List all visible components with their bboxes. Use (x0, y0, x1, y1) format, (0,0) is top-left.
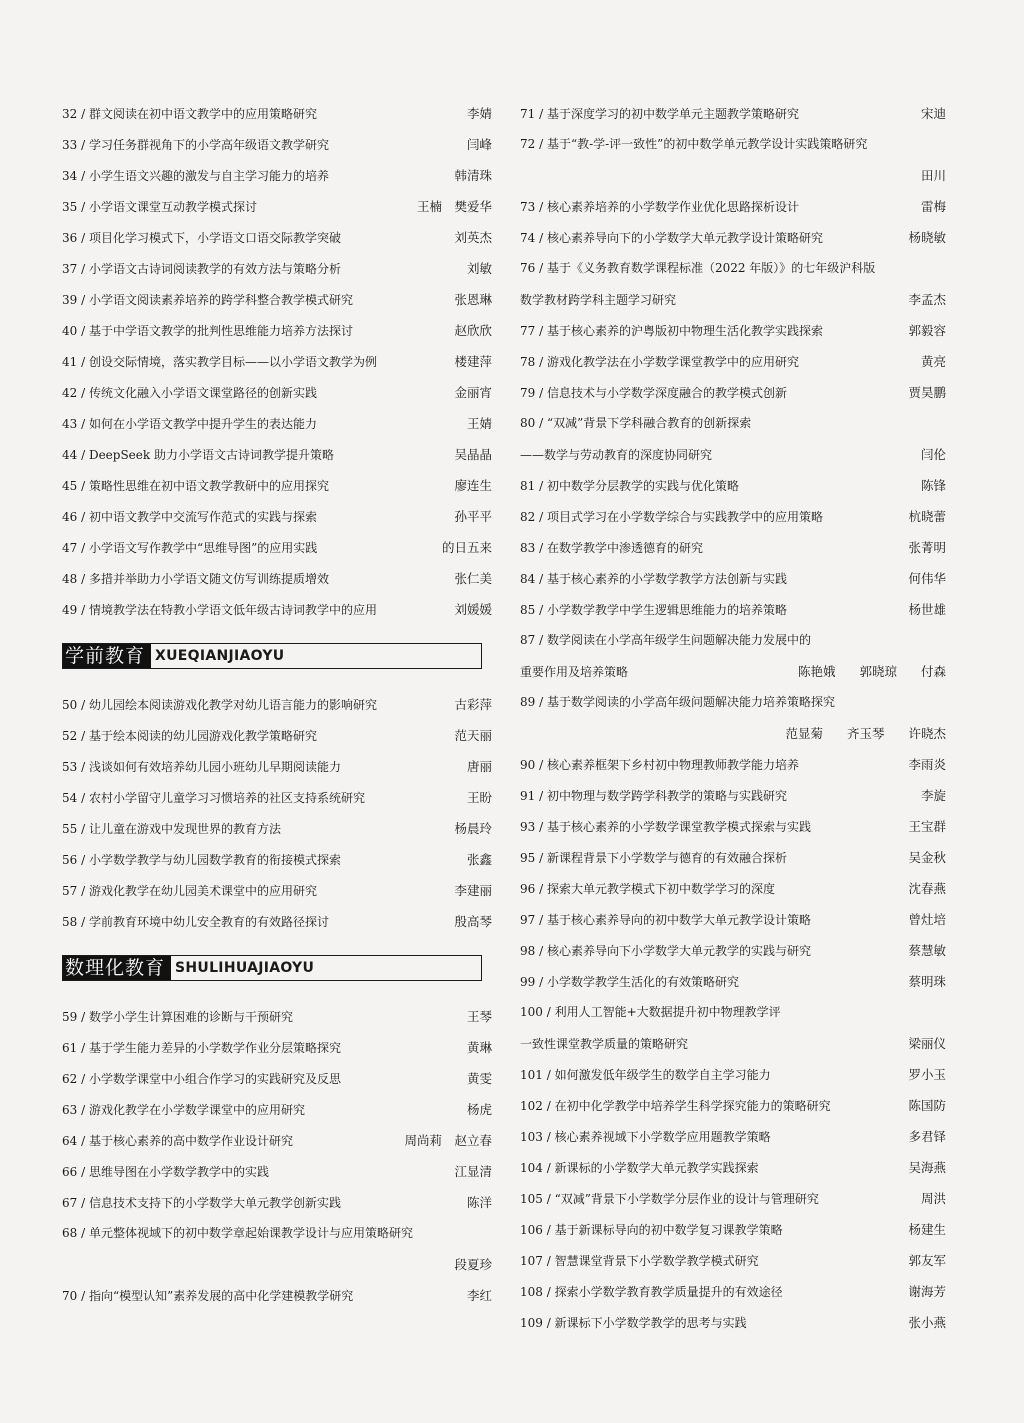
toc-entry-title: 58 / 学前教育环境中幼儿安全教育的有效路径探讨 (62, 914, 329, 929)
toc-entry-title: 93 / 基于核心素养的小学数学课堂教学模式探索与实践 (520, 819, 811, 834)
toc-entry-author: 杨世雄 (908, 601, 946, 617)
toc-entry-author: 吴金秋 (908, 849, 946, 865)
toc-entry[interactable] (520, 997, 946, 1059)
toc-entry-title: 32 / 群文阅读在初中语文教学中的应用策略研究 (62, 106, 317, 121)
toc-entry-author: 李建丽 (454, 882, 492, 898)
toc-entry-title: 48 / 多措并举助力小学语文随文仿写训练提质增效 (62, 571, 329, 586)
toc-entry[interactable] (62, 1094, 492, 1125)
toc-entry-title: 106 / 基于新课标导向的初中数学复习课教学策略 (520, 1222, 783, 1237)
toc-entry[interactable] (520, 501, 946, 532)
toc-entry-author: 杭晓蕾 (908, 508, 946, 524)
toc-entry-author: 江显清 (454, 1163, 492, 1179)
toc-entry[interactable] (62, 751, 492, 782)
toc-entry-title: 100 / 利用人工智能+大数据提升初中物理教学评 (520, 1005, 781, 1019)
toc-group (520, 470, 946, 625)
toc-entry-author: 周尚莉 赵立春 (404, 1132, 492, 1148)
toc-entry[interactable] (62, 563, 492, 594)
toc-entry-title: 85 / 小学数学教学中学生逻辑思维能力的培养策略 (520, 602, 787, 617)
toc-entry-author: 孙平平 (454, 508, 492, 524)
toc-entry-author: 廖连生 (454, 477, 492, 493)
toc-entry-author: 王琴 (466, 1008, 492, 1024)
toc-entry[interactable] (520, 98, 946, 129)
toc-entry-author: 陈艳娥 (797, 663, 836, 679)
toc-entry-title: 89 / 基于数学阅读的小学高年级问题解决能力培养策略探究 (520, 695, 835, 709)
toc-entry-author: 赵欣欣 (454, 322, 492, 338)
toc-entry-title: 108 / 探索小学数学教育教学质量提升的有效途径 (520, 1284, 783, 1299)
toc-entry-author: 段夏珍 (454, 1256, 492, 1272)
section-header-science (62, 955, 482, 981)
toc-entry-author: 许晓杰 (908, 725, 946, 741)
toc-entry-title-cont: ——数学与劳动教育的深度协同研究 (520, 447, 713, 462)
toc-entry[interactable] (62, 439, 492, 470)
toc-entry-authors (798, 664, 946, 680)
toc-entry-author: 王楠 樊爱华 (416, 198, 492, 214)
toc-entry-author: 楼建萍 (454, 353, 492, 369)
toc-entry-author: 吴海燕 (908, 1159, 946, 1175)
toc-entry-title: 57 / 游戏化教学在幼儿园美术课堂中的应用研究 (62, 883, 317, 898)
toc-entry[interactable] (62, 160, 492, 191)
toc-entry-line2 (520, 1028, 946, 1059)
toc-entry[interactable] (62, 346, 492, 377)
toc-entry-title: 95 / 新课程背景下小学数学与德育的有效融合探析 (520, 850, 787, 865)
toc-entry-author: 贾昊鹏 (908, 384, 946, 400)
toc-entry[interactable] (62, 1280, 492, 1311)
toc-entry[interactable] (520, 594, 946, 625)
toc-entry-author: 杨虎 (466, 1101, 492, 1117)
toc-entry-author: 李孟杰 (908, 291, 946, 307)
toc-entry[interactable] (62, 470, 492, 501)
toc-entry-title: 66 / 思维导图在小学数学教学中的实践 (62, 1164, 269, 1179)
section-title-cn: 数理化教育 (63, 956, 171, 980)
toc-group (62, 689, 492, 937)
toc-entry[interactable] (62, 1063, 492, 1094)
toc-entry-author: 范显菊 (785, 725, 823, 741)
toc-entry-author: 黄亮 (920, 353, 946, 369)
toc-entry-author: 王婧 (466, 415, 492, 431)
toc-entry-title: 78 / 游戏化教学法在小学数学课堂教学中的应用研究 (520, 354, 799, 369)
toc-entry-author: 周洪 (920, 1190, 946, 1206)
toc-entry[interactable] (62, 813, 492, 844)
toc-entry-title: 87 / 数学阅读在小学高年级学生问题解决能力发展中的 (520, 633, 811, 647)
toc-group (520, 749, 946, 997)
toc-entry[interactable] (62, 1218, 492, 1280)
toc-entry-title: 59 / 数学小学生计算困难的诊断与干预研究 (62, 1009, 293, 1024)
toc-entry-author: 李旋 (920, 787, 946, 803)
toc-entry-title: 77 / 基于核心素养的沪粤版初中物理生活化教学实践探索 (520, 323, 823, 338)
toc-entry-author: 杨建生 (908, 1221, 946, 1237)
toc-entry-author: 杨晨玲 (454, 820, 492, 836)
toc-entry[interactable] (520, 1059, 946, 1090)
toc-entry[interactable] (62, 191, 492, 222)
toc-entry-author: 唐丽 (466, 758, 492, 774)
toc-entry-title: 43 / 如何在小学语文教学中提升学生的表达能力 (62, 416, 317, 431)
section-title-en: XUEQIANJIAOYU (155, 648, 285, 664)
toc-entry-author: 郭毅容 (908, 322, 946, 338)
toc-entry[interactable] (520, 222, 946, 253)
toc-entry-author: 张仁美 (454, 570, 492, 586)
toc-entry[interactable] (520, 377, 946, 408)
toc-entry-title: 102 / 在初中化学教学中培养学生科学探究能力的策略研究 (520, 1098, 831, 1113)
toc-entry[interactable] (62, 408, 492, 439)
toc-entry-title-cont: 数学教材跨学科主题学习研究 (520, 292, 677, 307)
toc-entry[interactable] (62, 1187, 492, 1218)
toc-entry[interactable] (520, 532, 946, 563)
toc-entry-author: 殷高琴 (454, 913, 492, 929)
toc-entry[interactable] (520, 687, 946, 749)
toc-entry[interactable] (520, 315, 946, 346)
toc-entry-title: 39 / 小学语文阅读素养培养的跨学科整合教学模式研究 (62, 292, 353, 307)
toc-entry-title: 50 / 幼儿园绘本阅读游戏化教学对幼儿语言能力的影响研究 (62, 697, 377, 712)
toc-entry-author: 陈锋 (920, 477, 946, 493)
toc-entry-author: 郭友军 (908, 1252, 946, 1268)
toc-entry-title: 70 / 指向“模型认知”素养发展的高中化学建模教学研究 (62, 1288, 354, 1303)
toc-entry-author: 沈春燕 (908, 880, 946, 896)
toc-entry-title: 101 / 如何激发低年级学生的数学自主学习能力 (520, 1067, 771, 1082)
toc-entry[interactable] (520, 780, 946, 811)
toc-entry-title: 68 / 单元整体视域下的初中数学章起始课教学设计与应用策略研究 (62, 1226, 413, 1240)
toc-entry-authors (785, 726, 946, 742)
toc-entry[interactable] (520, 1090, 946, 1121)
toc-entry-title: 61 / 基于学生能力差异的小学数学作业分层策略探究 (62, 1040, 341, 1055)
toc-entry[interactable] (62, 844, 492, 875)
toc-entry-title: 54 / 农村小学留守儿童学习习惯培养的社区支持系统研究 (62, 790, 365, 805)
toc-entry[interactable] (520, 625, 946, 687)
toc-entry-author: 黄雯 (466, 1070, 492, 1086)
toc-entry-author: 王宝群 (908, 818, 946, 834)
toc-entry-author: 齐玉琴 (846, 725, 885, 741)
toc-entry[interactable] (520, 563, 946, 594)
toc-entry-author: 郭晓琼 (859, 663, 897, 679)
toc-entry-title: 96 / 探索大单元教学模式下初中数学学习的深度 (520, 881, 775, 896)
toc-entry-title: 35 / 小学语文课堂互动教学模式探讨 (62, 199, 257, 214)
toc-entry[interactable] (520, 1307, 946, 1338)
toc-entry-author: 李雨炎 (908, 756, 946, 772)
toc-entry[interactable] (520, 346, 946, 377)
section-title-cn: 学前教育 (63, 644, 151, 668)
toc-entry[interactable] (520, 749, 946, 780)
toc-entry[interactable] (520, 1121, 946, 1152)
toc-left-column (62, 98, 492, 1311)
toc-entry-title: 104 / 新课标的小学数学大单元教学实践探索 (520, 1160, 759, 1175)
toc-entry-author: 雷梅 (920, 198, 946, 214)
toc-entry-title: 90 / 核心素养框架下乡村初中物理教师教学能力培养 (520, 757, 799, 772)
toc-entry-author: 蔡明珠 (908, 973, 946, 989)
toc-entry[interactable] (62, 906, 492, 937)
toc-entry-author: 刘英杰 (454, 229, 492, 245)
toc-entry[interactable] (62, 377, 492, 408)
toc-entry-author: 何伟华 (908, 570, 946, 586)
toc-entry-title: 49 / 情境教学法在特教小学语文低年级古诗词教学中的应用 (62, 602, 377, 617)
toc-entry[interactable] (62, 129, 492, 160)
toc-entry-author: 金丽宵 (454, 384, 492, 400)
toc-entry[interactable] (62, 284, 492, 315)
toc-entry-author: 田川 (920, 167, 946, 183)
toc-entry[interactable] (520, 935, 946, 966)
toc-entry-author: 刘敏 (466, 260, 492, 276)
toc-group (520, 315, 946, 408)
toc-entry[interactable] (520, 811, 946, 842)
toc-entry-title: 79 / 信息技术与小学数学深度融合的教学模式创新 (520, 385, 787, 400)
toc-entry-title: 56 / 小学数学教学与幼儿园数学教育的衔接模式探索 (62, 852, 341, 867)
toc-entry[interactable] (520, 842, 946, 873)
toc-entry-author: 吴晶晶 (454, 446, 492, 462)
toc-entry[interactable] (520, 253, 946, 315)
toc-entry-line2 (520, 439, 946, 470)
toc-entry-author: 谢海芳 (908, 1283, 946, 1299)
toc-entry[interactable] (520, 873, 946, 904)
toc-entry-line2 (520, 160, 946, 191)
toc-entry-author: 李婧 (466, 105, 492, 121)
toc-entry-title: 45 / 策略性思维在初中语文教学教研中的应用探究 (62, 478, 329, 493)
toc-entry-author: 王盼 (466, 789, 492, 805)
toc-entry-author: 罗小玉 (908, 1066, 946, 1082)
toc-entry-title: 98 / 核心素养导向下小学数学大单元教学的实践与研究 (520, 943, 811, 958)
toc-entry[interactable] (62, 689, 492, 720)
toc-entry[interactable] (520, 1245, 946, 1276)
toc-entry-author: 张小燕 (908, 1314, 946, 1330)
toc-entry[interactable] (520, 904, 946, 935)
toc-entry-title: 33 / 学习任务群视角下的小学高年级语文教学研究 (62, 137, 329, 152)
toc-group (520, 1059, 946, 1338)
toc-entry-title: 55 / 让儿童在游戏中发现世界的教育方法 (62, 821, 281, 836)
toc-group (520, 191, 946, 253)
toc-entry[interactable] (520, 408, 946, 470)
toc-entry-author: 梁丽仪 (908, 1035, 946, 1051)
toc-entry-title: 47 / 小学语文写作教学中“思维导图”的应用实践 (62, 540, 318, 555)
toc-entry-title: 53 / 浅谈如何有效培养幼儿园小班幼儿早期阅读能力 (62, 759, 341, 774)
toc-entry-title: 62 / 小学数学课堂中小组合作学习的实践研究及反思 (62, 1071, 341, 1086)
toc-entry[interactable] (62, 98, 492, 129)
toc-entry-title: 82 / 项目式学习在小学数学综合与实践教学中的应用策略 (520, 509, 823, 524)
toc-entry-author: 黄琳 (466, 1039, 492, 1055)
toc-entry-title: 109 / 新课标下小学数学教学的思考与实践 (520, 1315, 747, 1330)
toc-entry[interactable] (520, 1183, 946, 1214)
toc-entry[interactable] (520, 966, 946, 997)
toc-entry-author: 古彩萍 (454, 696, 492, 712)
toc-entry-author: 陈洋 (466, 1194, 492, 1210)
toc-entry-author: 蔡慧敏 (908, 942, 946, 958)
toc-entry-title: 40 / 基于中学语文教学的批判性思维能力培养方法探讨 (62, 323, 353, 338)
toc-entry-title: 73 / 核心素养培养的小学数学作业优化思路探析设计 (520, 199, 799, 214)
toc-entry[interactable] (62, 501, 492, 532)
toc-entry[interactable] (62, 875, 492, 906)
section-header-preschool (62, 643, 482, 669)
toc-entry-author: 多君铎 (908, 1128, 946, 1144)
toc-entry-title: 81 / 初中数学分层教学的实践与优化策略 (520, 478, 739, 493)
toc-entry-title: 63 / 游戏化教学在小学数学课堂中的应用研究 (62, 1102, 305, 1117)
toc-entry[interactable] (62, 594, 492, 625)
toc-entry-author: 曾灶培 (908, 911, 946, 927)
toc-entry-title: 64 / 基于核心素养的高中数学作业设计研究 (62, 1133, 293, 1148)
toc-entry-author: 陈国防 (908, 1097, 946, 1113)
toc-entry[interactable] (62, 532, 492, 563)
toc-entry-title: 83 / 在数学教学中渗透德育的研究 (520, 540, 703, 555)
toc-entry-author: 张恩琳 (454, 291, 492, 307)
toc-entry-title: 80 / “双减”背景下学科融合教育的创新探索 (520, 416, 752, 430)
toc-entry[interactable] (520, 1276, 946, 1307)
toc-entry-author: 范天丽 (454, 727, 492, 743)
toc-entry[interactable] (520, 1214, 946, 1245)
toc-entry-title: 46 / 初中语文教学中交流写作范式的实践与探索 (62, 509, 317, 524)
toc-entry[interactable] (520, 191, 946, 222)
toc-entry-title: 36 / 项目化学习模式下，小学语文口语交际教学突破 (62, 230, 341, 245)
toc-entry-author: 韩清珠 (454, 167, 492, 183)
toc-entry-author: 张鑫 (466, 851, 492, 867)
toc-group (62, 1001, 492, 1218)
toc-entry[interactable] (62, 253, 492, 284)
toc-entry-title: 44 / DeepSeek 助力小学语文古诗词教学提升策略 (62, 447, 334, 462)
toc-entry-author: 闫伦 (920, 446, 946, 462)
toc-entry-title: 74 / 核心素养导向下的小学数学大单元教学设计策略研究 (520, 230, 823, 245)
toc-entry-author: 李红 (466, 1287, 492, 1303)
toc-entry-line2 (62, 1249, 492, 1280)
toc-entry[interactable] (62, 1156, 492, 1187)
toc-entry-title: 72 / 基于“教-学-评一致性”的初中数学单元教学设计实践策略研究 (520, 137, 868, 151)
toc-entry-author: 杨晓敏 (908, 229, 946, 245)
toc-entry[interactable] (62, 1125, 492, 1156)
toc-entry-title: 67 / 信息技术支持下的小学数学大单元教学创新实践 (62, 1195, 341, 1210)
toc-entry-title: 107 / 智慧课堂背景下小学数学教学模式研究 (520, 1253, 759, 1268)
toc-entry-line2 (520, 656, 946, 687)
toc-entry-title: 34 / 小学生语文兴趣的激发与自主学习能力的培养 (62, 168, 329, 183)
toc-entry-title: 52 / 基于绘本阅读的幼儿园游戏化教学策略研究 (62, 728, 317, 743)
toc-group (62, 98, 492, 625)
toc-entry[interactable] (62, 782, 492, 813)
toc-entry-title-cont: 一致性课堂教学质量的策略研究 (520, 1036, 689, 1051)
toc-entry-title: 42 / 传统文化融入小学语文课堂路径的创新实践 (62, 385, 317, 400)
toc-entry-author: 张菁明 (908, 539, 946, 555)
toc-entry-line2 (520, 718, 946, 749)
toc-entry[interactable] (62, 315, 492, 346)
toc-entry[interactable] (62, 222, 492, 253)
toc-entry[interactable] (62, 1032, 492, 1063)
toc-entry-author: 刘媛媛 (454, 601, 492, 617)
toc-entry-title: 99 / 小学数学教学生活化的有效策略研究 (520, 974, 739, 989)
toc-entry-title: 41 / 创设交际情境，落实教学目标——以小学语文教学为例 (62, 354, 377, 369)
toc-entry-author: 付森 (920, 663, 946, 679)
toc-entry-title: 76 / 基于《义务教育数学课程标准（2022 年版）》的七年级沪科版 (520, 261, 876, 275)
toc-entry-title: 84 / 基于核心素养的小学数学教学方法创新与实践 (520, 571, 787, 586)
toc-entry-author: 闫峰 (466, 136, 492, 152)
toc-entry-title: 103 / 核心素养视域下小学数学应用题教学策略 (520, 1129, 771, 1144)
toc-entry-title: 97 / 基于核心素养导向的初中数学大单元教学设计策略 (520, 912, 811, 927)
toc-entry[interactable] (62, 720, 492, 751)
toc-entry-title: 91 / 初中物理与数学跨学科教学的策略与实践研究 (520, 788, 787, 803)
toc-entry-title: 105 / “双减”背景下小学数学分层作业的设计与管理研究 (520, 1191, 819, 1206)
toc-entry[interactable] (520, 1152, 946, 1183)
toc-entry-title: 71 / 基于深度学习的初中数学单元主题教学策略研究 (520, 106, 799, 121)
toc-entry-author: 宋迪 (920, 105, 946, 121)
toc-entry[interactable] (520, 470, 946, 501)
toc-entry-title-cont: 重要作用及培养策略 (520, 664, 629, 679)
toc-entry-title: 37 / 小学语文古诗词阅读教学的有效方法与策略分析 (62, 261, 341, 276)
toc-entry-line2 (520, 284, 946, 315)
toc-right-column (520, 98, 946, 1338)
section-title-en: SHULIHUAJIAOYU (175, 960, 315, 976)
toc-entry[interactable] (520, 129, 946, 191)
toc-entry-author: 的日五来 (441, 539, 492, 555)
toc-entry[interactable] (62, 1001, 492, 1032)
